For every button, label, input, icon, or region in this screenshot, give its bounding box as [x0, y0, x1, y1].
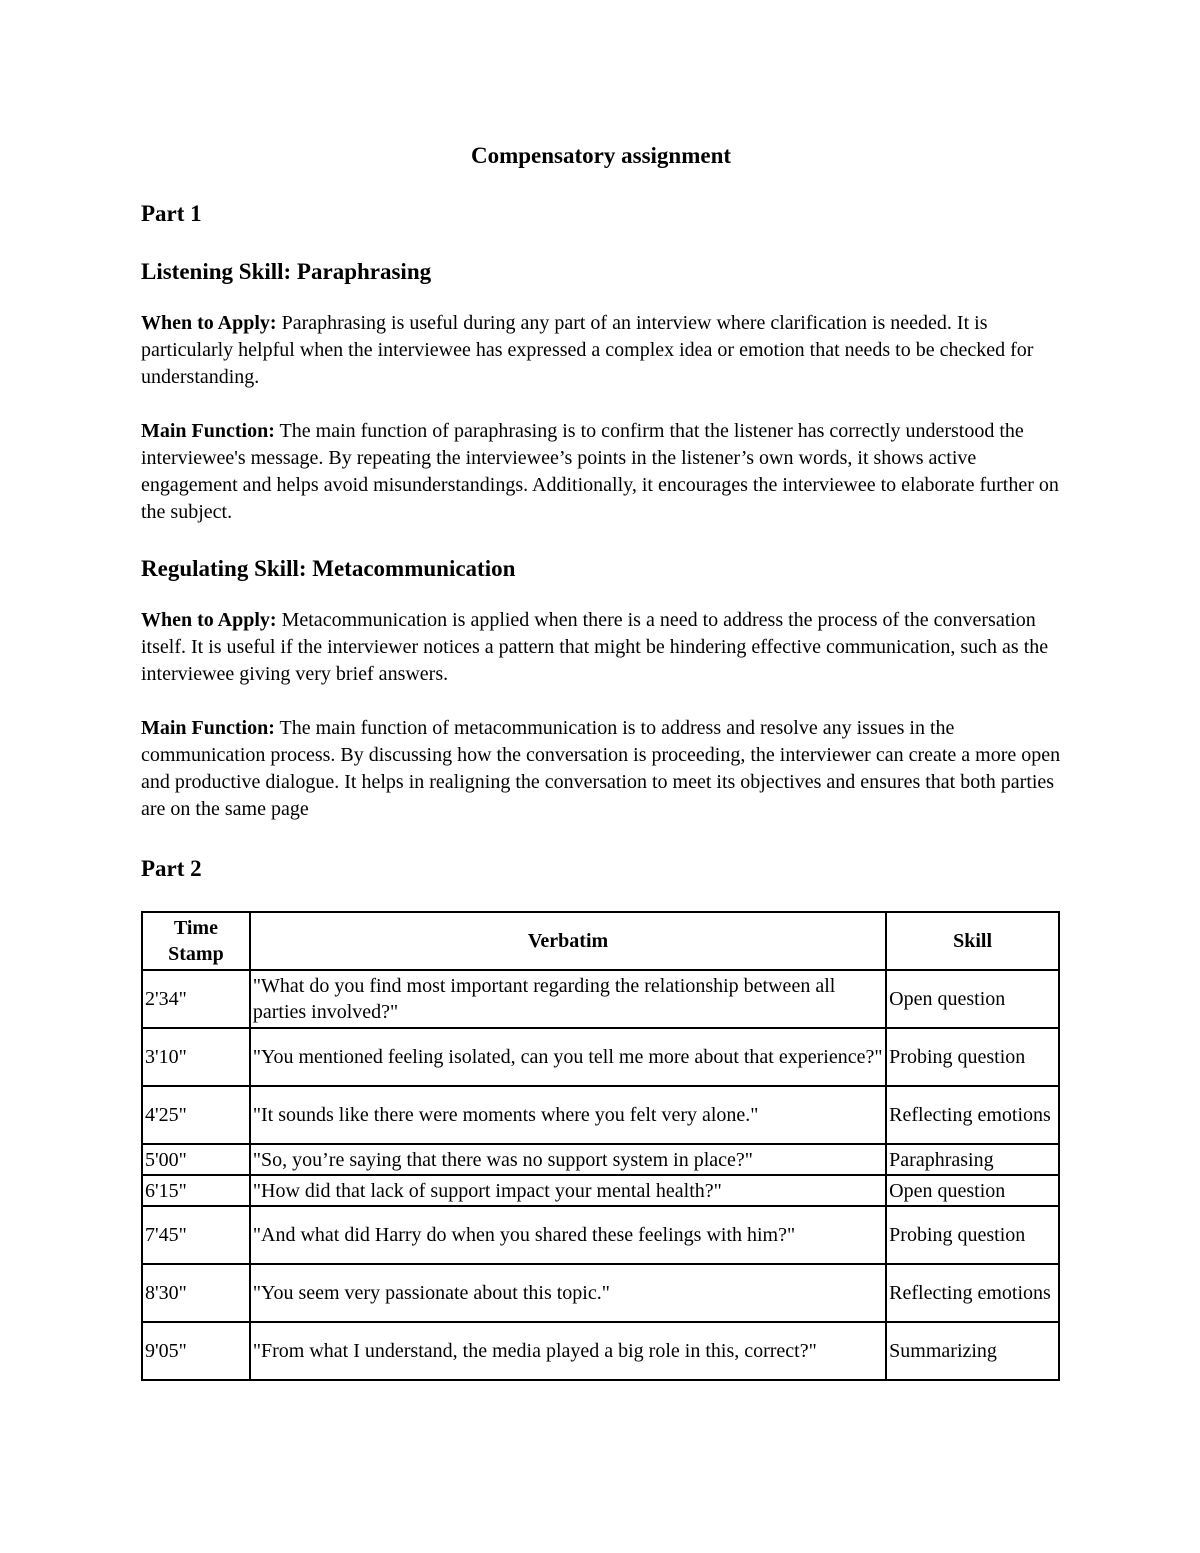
part2-heading: Part 2: [141, 856, 202, 881]
listening-main-label: Main Function:: [141, 420, 275, 442]
skill-cell: Probing question: [886, 1028, 1059, 1086]
verbatim-cell: "You mentioned feeling isolated, can you tell me more about that experience?": [250, 1028, 886, 1086]
skill-cell: Paraphrasing: [886, 1144, 1059, 1175]
table-row: [142, 1086, 1059, 1144]
verbatim-cell: "What do you find most important regarding the relationship between all parties involved?": [250, 970, 886, 1028]
skills-table: [141, 911, 1060, 1381]
regulating-main-label: Main Function:: [141, 717, 275, 739]
regulating-skill-heading: Regulating Skill: Metacommunication: [141, 556, 516, 581]
regulating-when-label: When to Apply:: [141, 609, 277, 631]
listening-when-text: Paraphrasing is useful during any part of an interview where clarification is needed. It is particularly helpful when the interviewee has expressed a complex idea or emotion that needs to be checked for understanding.: [141, 312, 1034, 388]
regulating-when-text: Metacommunication is applied when there is a need to address the process of the conversation itself. It is useful if the interviewer notices a pattern that might be hindering effective communication, such as the interviewee giving very brief answers.: [141, 609, 1049, 685]
verbatim-cell: "It sounds like there were moments where you felt very alone.": [250, 1086, 886, 1144]
listening-when-paragraph: [141, 310, 1061, 391]
verbatim-cell: "And what did Harry do when you shared these feelings with him?": [250, 1206, 886, 1264]
table-row: [142, 1028, 1059, 1086]
listening-main-text: The main function of paraphrasing is to confirm that the listener has correctly understood the interviewee's message. By repeating the interviewee’s points in the listener’s own words, it shows active engagement and helps avoid misunderstandings. Additionally, it encourages the interviewee to elaborate further on the subject.: [141, 420, 1059, 523]
regulating-when-paragraph: [141, 607, 1061, 688]
time-stamp-cell: 8'30": [142, 1264, 250, 1322]
time-stamp-cell: 4'25": [142, 1086, 250, 1144]
header-verbatim: Verbatim: [250, 912, 886, 970]
skill-cell: Open question: [886, 970, 1059, 1028]
table-row: [142, 1206, 1059, 1264]
regulating-main-paragraph: [141, 715, 1061, 823]
time-stamp-cell: 7'45": [142, 1206, 250, 1264]
header-skill: Skill: [886, 912, 1059, 970]
skill-cell: Reflecting emotions: [886, 1086, 1059, 1144]
regulating-main-text: The main function of metacommunication is to address and resolve any issues in the communication process. By discussing how the conversation is proceeding, the interviewer can create a more open and productive dialogue. It helps in realigning the conversation to meet its objectives and ensures that both parties are on the same page: [141, 717, 1061, 820]
listening-main-paragraph: [141, 418, 1061, 526]
part1-heading: Part 1: [141, 201, 202, 226]
table-row: [142, 1264, 1059, 1322]
verbatim-cell: "You seem very passionate about this topic.": [250, 1264, 886, 1322]
verbatim-cell: "So, you’re saying that there was no support system in place?": [250, 1144, 886, 1175]
time-stamp-cell: 2'34": [142, 970, 250, 1028]
table-row: [142, 1175, 1059, 1206]
skill-cell: Probing question: [886, 1206, 1059, 1264]
listening-when-label: When to Apply:: [141, 312, 277, 334]
table-row: [142, 1322, 1059, 1380]
document-page: [141, 140, 1061, 1381]
skill-cell: Summarizing: [886, 1322, 1059, 1380]
verbatim-cell: "How did that lack of support impact your mental health?": [250, 1175, 886, 1206]
time-stamp-cell: 6'15": [142, 1175, 250, 1206]
table-row: [142, 1144, 1059, 1175]
header-time-stamp: Time Stamp: [142, 912, 250, 970]
time-stamp-cell: 3'10": [142, 1028, 250, 1086]
table-header-row: [142, 912, 1059, 970]
document-title: Compensatory assignment: [470, 143, 732, 168]
listening-skill-heading: Listening Skill: Paraphrasing: [141, 259, 432, 284]
skill-cell: Open question: [886, 1175, 1059, 1206]
table-row: [142, 970, 1059, 1028]
time-stamp-cell: 5'00": [142, 1144, 250, 1175]
skill-cell: Reflecting emotions: [886, 1264, 1059, 1322]
time-stamp-cell: 9'05": [142, 1322, 250, 1380]
verbatim-cell: "From what I understand, the media played a big role in this, correct?": [250, 1322, 886, 1380]
